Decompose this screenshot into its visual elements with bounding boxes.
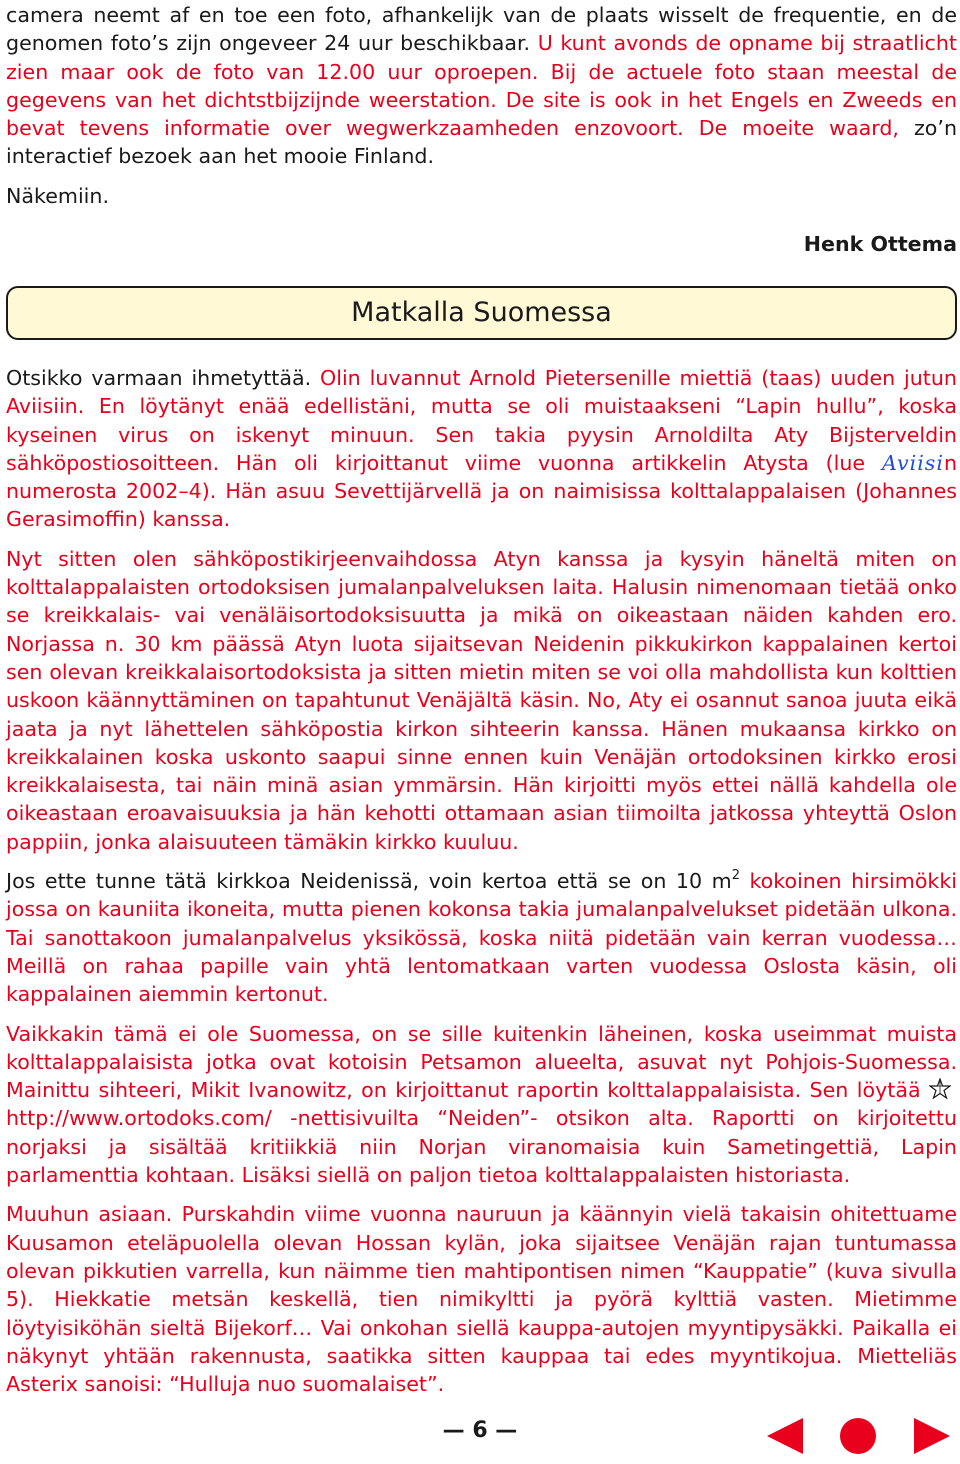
intro-text: camera neemt af en toe een foto, afhankelijk van de plaats wisselt de frequentie, en de genomen foto’s zijn ongeveer 24 uur beschikbaar. xyxy=(6,3,957,56)
triangle-left-icon[interactable] xyxy=(765,1416,805,1456)
article-paragraph-1 xyxy=(6,364,957,534)
aviisi-logo: Aviisi xyxy=(881,450,944,475)
circle-icon[interactable] xyxy=(838,1416,878,1456)
article-paragraph-4 xyxy=(6,1020,957,1190)
section-header xyxy=(6,286,957,340)
article-link-text[interactable]: Olin luvannut Arnold Pietersenille miettiä (taas) uuden jutun Aviisiin. En löytänyt enää edellistäni, mutta se oli muistaakseni “Lapin hullu”, koska kyseinen virus on iskenyt minuun. Sen takia pyysin Arnoldilta Aty Bijsterveldin sähköpostiosoitteen. Hän oli kirjoittanut viime vuonna artikkelin Atysta (lue xyxy=(6,366,957,475)
web-link-icon xyxy=(929,1078,951,1100)
author-signature: Henk Ottema xyxy=(803,232,957,257)
ortodoks-url-link[interactable]: http://www.ortodoks.com/ xyxy=(6,1106,272,1131)
article-paragraph-3 xyxy=(6,867,957,1008)
article-link-text-4a[interactable]: Vaikkakin tämä ei ole Suomessa, on se sille kuitenkin läheinen, koska useimmat muista kolttalappalaisista jotka ovat kotoisin Petsamon alueelta, asuvat nyt Pohjois-Suomessa. Mainittu sihteeri, Mikit Ivanowitz, on kirjoittanut raportin kolttalappalaisista. Sen löytää xyxy=(6,1021,957,1103)
page-ref-link[interactable]: 5 xyxy=(6,1287,20,1312)
superscript: 2 xyxy=(731,868,740,884)
article-body xyxy=(6,364,957,1398)
intro-link-text[interactable]: U kunt avonds de opname bij straatlicht zien maar ook de foto van 12.00 uur oproepen. Bij de actuele foto staan meestal de gegevens van het dichtstbijzijnde weerstation. De site is ook in het Engels en Zweeds en bevat tevens informatie over wegwerkzaamheden enzovoort. De moeite waard, xyxy=(6,31,957,141)
article-link-text-3[interactable]: kokoinen hirsimökki jossa on kauniita ikoneita, mutta pienen kokonsa takia jumalanpalvelukset pidetään ulkona. Tai sanottakoon jumalanpalvelus yksikössä, koska niitä pidetään vain kerran vuodessa… Meillä on rahaa papille vain yhtä lentomatkaan varten vuodessa Oslosta käsin, oli kappalainen aiemmin kertonut. xyxy=(6,869,957,1007)
triangle-right-icon[interactable] xyxy=(912,1416,952,1456)
article-link-text-5b[interactable]: ). Hiekkatie metsän keskellä, tien nimikyltti ja pyörä kylttiä vasten. Mietimme löytyisiköhän sieltä Bijekorf… Vai onkohan siellä kauppa-autojen myyntipysäkki. Paikalla ei näkynyt yhtään rakennusta, saatikka sitten kauppaa tai edes myyntikojua. Mietteliäs Asterix sanoisi: “Hulluja nuo suomalaiset”. xyxy=(6,1287,957,1397)
page xyxy=(6,0,957,1397)
intro-paragraph xyxy=(6,1,957,171)
farewell: Näkemiin. xyxy=(6,183,109,208)
article-link-text-cont[interactable]: n numerosta 2002–4). Hän asuu Sevettijärvellä ja on naimisissa kolttalappalaisen (Johannes Gerasimoffin) kanssa. xyxy=(6,450,957,532)
article-link-text-2[interactable]: Nyt sitten olen sähköpostikirjeenvaihdossa Atyn kanssa ja kysyin häneltä miten on kolttalappalaisten ortodoksisen jumalanpalveluksen laita. Halusin nimenomaan tietää onko se kreikkalais- vai venäläisortodoksisuutta ja mikä on oikeastaan näiden kahden ero. Norjassa n. 30 km päässä Atyn luota sijaitsevan Neidenin pikkukirkon kappalainen kertoi sen olevan kreikkalaisortodoksista ja sitten mietin miten se voi olla mahdollista kun kolttien uskoon käännyttäminen on tapahtunut Venäjältä käsin. No, Aty ei osannut sanoa juuta eikä jaata ja nyt lähettelen sähköpostia kirkon sihteerin kanssa. Hänen mukaansa kirkko on kreikkalainen koska uskonto saapui sinne ennen kuin Venäjän ortodoksinen kirkko erosi kreikkalaisesta, tai näin minä asian ymmärsin. Hän kirjoitti myös ettei nällä kahdella ole oikeastaan eroavaisuuksia ja hän kehotti ottamaan asian tiimoilta jatkossa yhteyttä Oslon pappiin, jonka alaisuuteen tämäkin kirkko kuuluu. xyxy=(6,546,957,854)
article-text-3a: Jos ette tunne tätä kirkkoa Neidenissä, voin kertoa että se on 10 m xyxy=(6,869,732,894)
article-link-text-5a[interactable]: Muuhun asiaan. Purskahdin viime vuonna nauruun ja käännyin vielä takaisin ohitettuame Kuusamon eteläpuolella olevan Hossan kylän, joka sijaitsee Venäjän rajan tuntumassa olevan pikkutien varrella, kun näimme tien mahtipontisen nimen “Kauppatie” (kuva sivulla xyxy=(6,1202,957,1283)
article-link-text-4b[interactable]: -nettisivuilta “Neiden”- otsikon alta. Raportti on kirjoitettu norjaksi ja sisältää kritiikkiä niin Norjan viranomaisia kuin Sametingettiä, Lapin parlamenttia kohtaan. Lisäksi siellä on paljon tietoa kolttalappalaisten historiasta. xyxy=(6,1106,957,1188)
section-title: Matkalla Suomessa xyxy=(351,297,612,328)
article-paragraph-2 xyxy=(6,545,957,856)
article-text: Otsikko varmaan ihmetyttää. xyxy=(6,366,321,390)
article-paragraph-5 xyxy=(6,1200,957,1398)
intro-text-end: zo’n interactief bezoek aan het mooie Finland. xyxy=(6,116,957,169)
page-number: — 6 — xyxy=(442,1418,518,1443)
